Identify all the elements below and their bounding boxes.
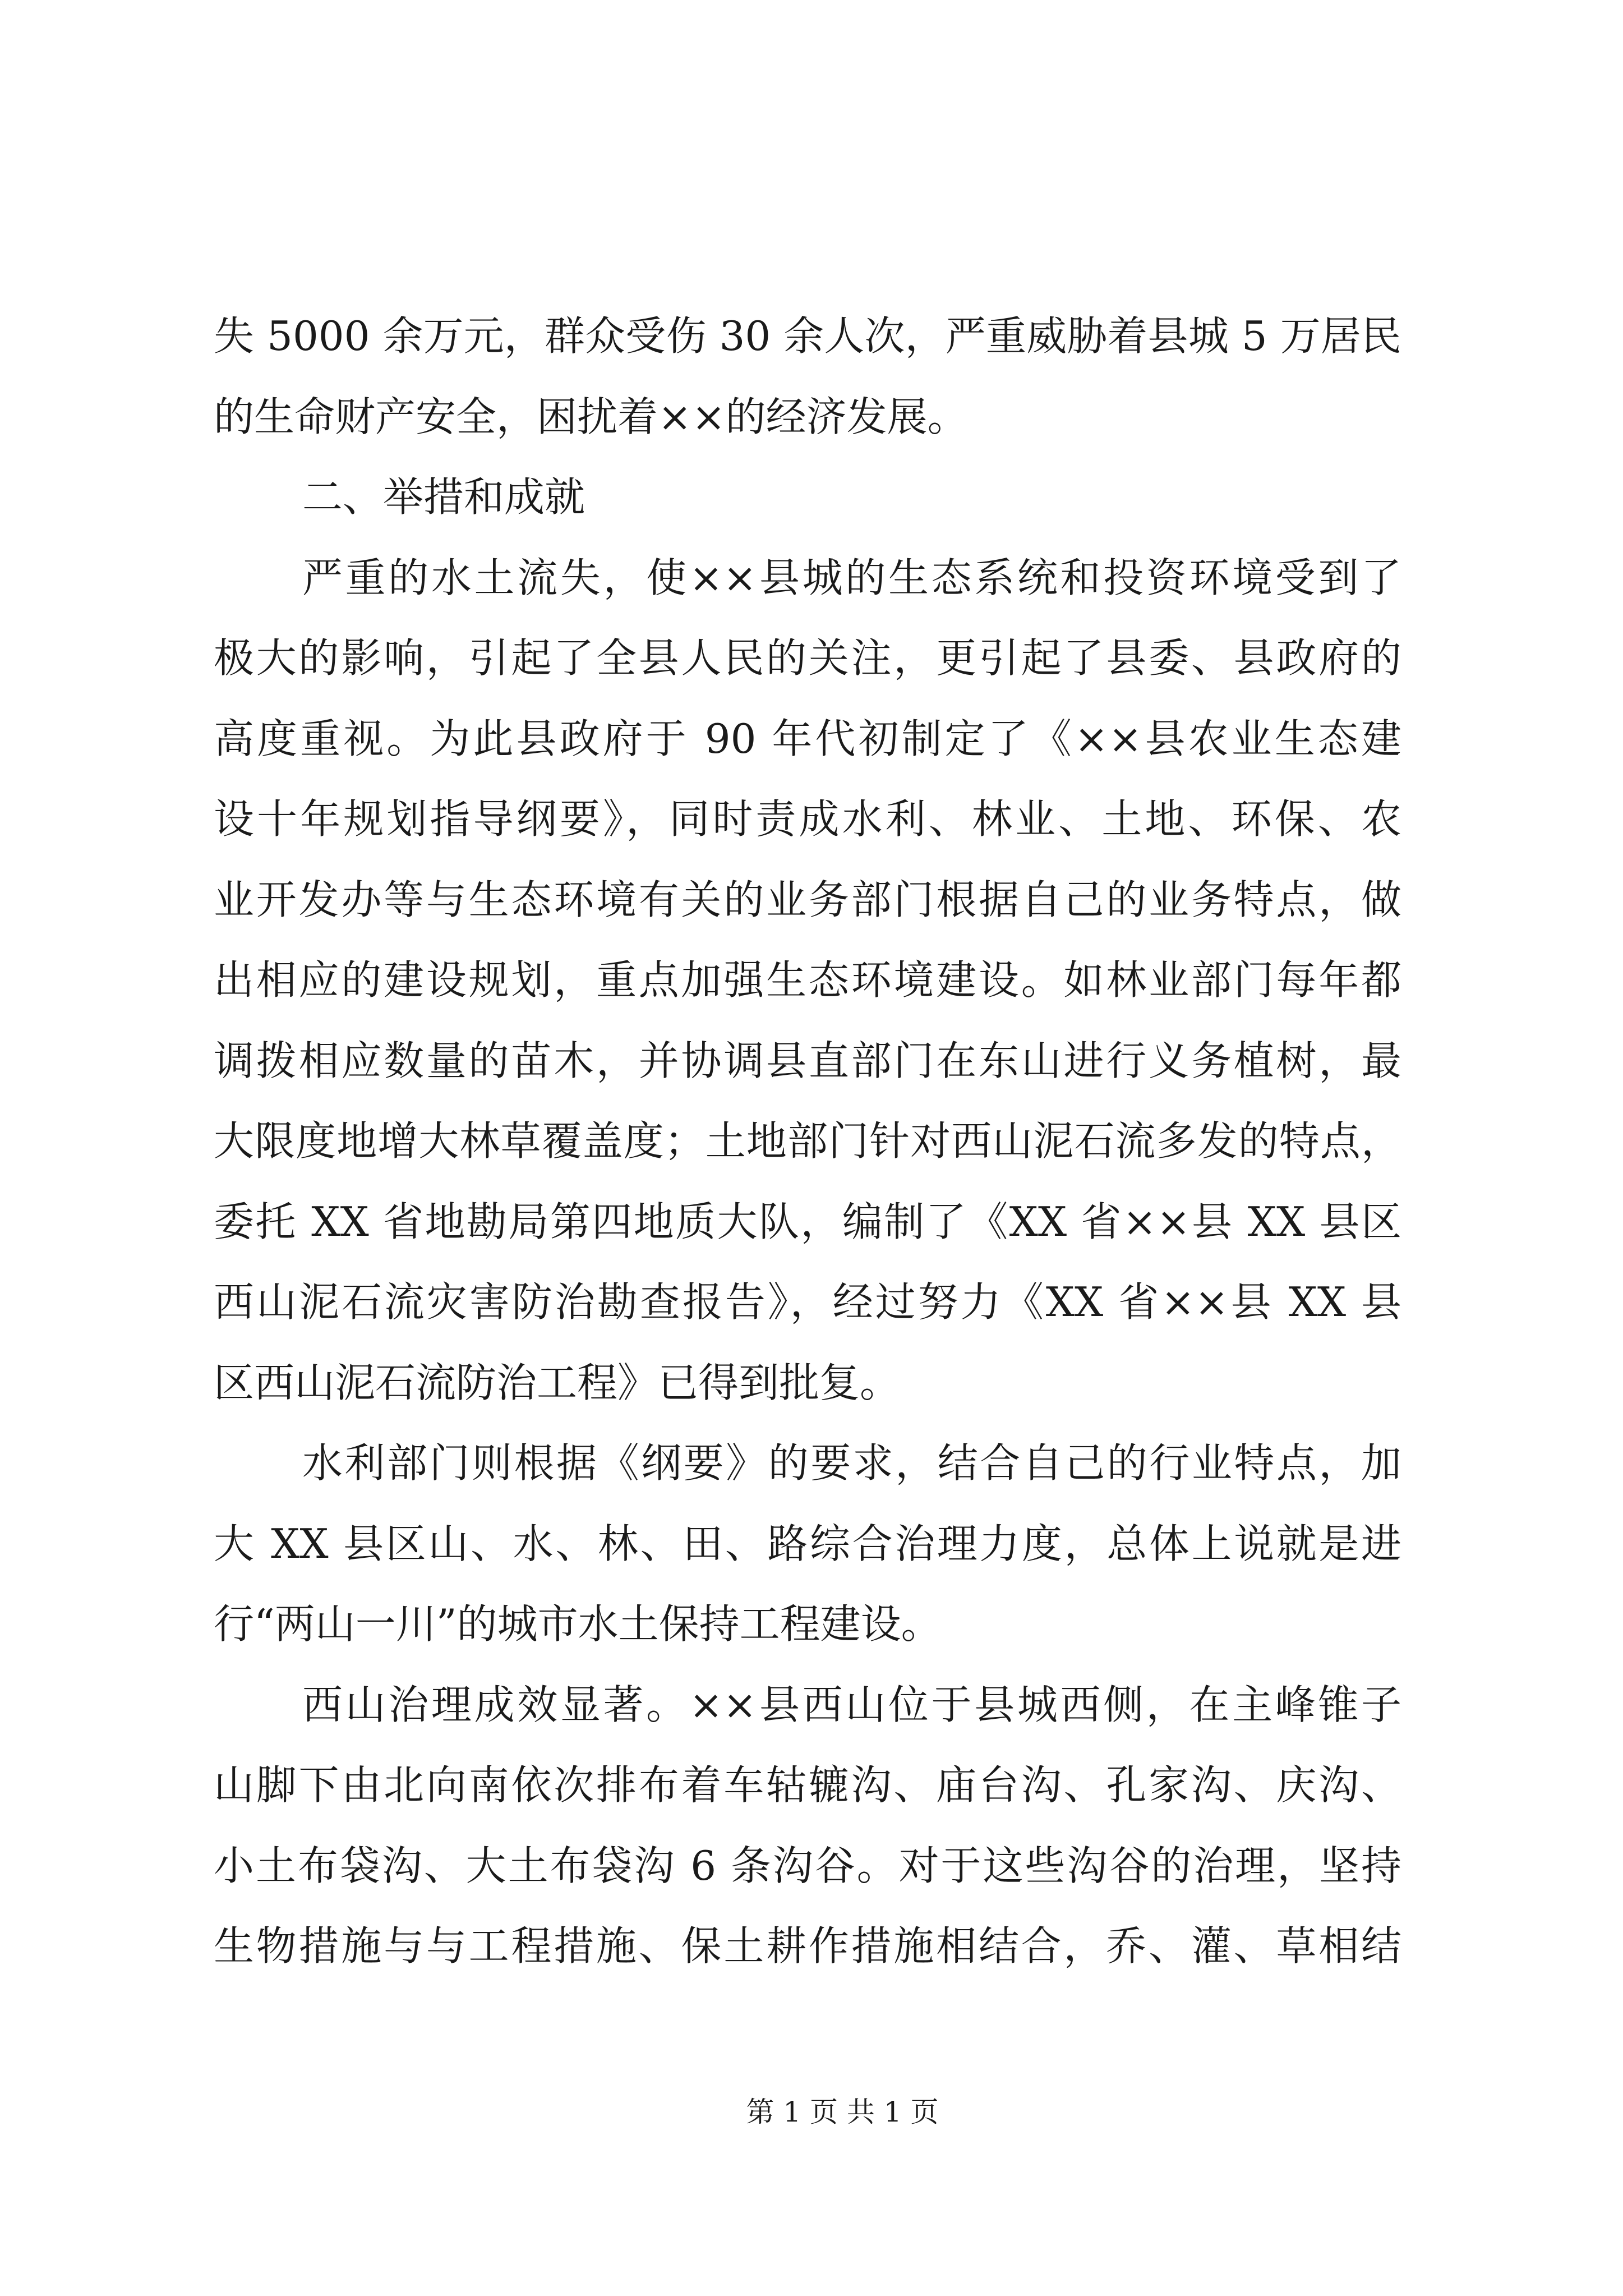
text-line: 失 5000 余万元，群众受伤 30 余人次，严重威胁着县城 5 万居民: [214, 312, 1401, 360]
text-line: 水利部门则根据《纲要》的要求，结合自己的行业特点，加: [302, 1439, 1401, 1487]
heading-text: 二、举措和成就: [302, 473, 585, 521]
text-line: 出相应的建设规划，重点加强生态环境建设。如林业部门每年都: [214, 956, 1401, 1004]
text-line: 高度重视。为此县政府于 90 年代初制定了《××县农业生态建: [214, 715, 1401, 762]
paragraph: [214, 538, 1401, 1424]
text-line: 大限度地增大林草覆盖度；土地部门针对西山泥石流多发的特点，: [214, 1117, 1401, 1165]
text-line: 区西山泥石流防治工程》已得到批复。: [214, 1359, 901, 1406]
text-line: 的生命财产安全，困扰着××的经济发展。: [214, 393, 968, 440]
text-line: 生物措施与与工程措施、保土耕作措施相结合，乔、灌、草相结: [214, 1922, 1401, 1970]
text-line: 西山泥石流灾害防治勘查报告》，经过努力《XX 省××县 XX 县: [214, 1278, 1401, 1326]
text-line: 西山治理成效显著。××县西山位于县城西侧，在主峰锥子: [302, 1681, 1401, 1728]
text-line: 极大的影响，引起了全县人民的关注，更引起了县委、县政府的: [214, 634, 1401, 682]
text-line: 行“两山一川”的城市水土保持工程建设。: [214, 1600, 942, 1648]
paragraph-continuation: [214, 296, 1401, 457]
paragraph: [214, 1665, 1401, 1987]
text-line: 设十年规划指导纲要》，同时责成水利、林业、土地、环保、农: [214, 795, 1401, 843]
text-line: 调拨相应数量的苗木，并协调县直部门在东山进行义务植树，最: [214, 1037, 1401, 1084]
text-line: 业开发办等与生态环境有关的业务部门根据自己的业务特点，做: [214, 876, 1401, 923]
page-number: 第 1 页 共 1 页: [746, 2096, 939, 2128]
document-body: [214, 296, 1401, 1987]
text-line: 严重的水土流失，使××县城的生态系统和投资环境受到了: [302, 554, 1401, 601]
text-line: 小土布袋沟、大土布袋沟 6 条沟谷。对于这些沟谷的治理，坚持: [214, 1842, 1401, 1889]
text-line: 大 XX 县区山、水、林、田、路综合治理力度，总体上说就是进: [214, 1520, 1401, 1567]
paragraph: [214, 1423, 1401, 1665]
page-footer: [0, 2095, 1623, 2129]
section-heading: [214, 457, 1401, 538]
text-line: 委托 XX 省地勘局第四地质大队，编制了《XX 省××县 XX 县区: [214, 1198, 1401, 1245]
text-line: 山脚下由北向南依次排布着车轱辘沟、庙台沟、孔家沟、庆沟、: [214, 1761, 1401, 1809]
